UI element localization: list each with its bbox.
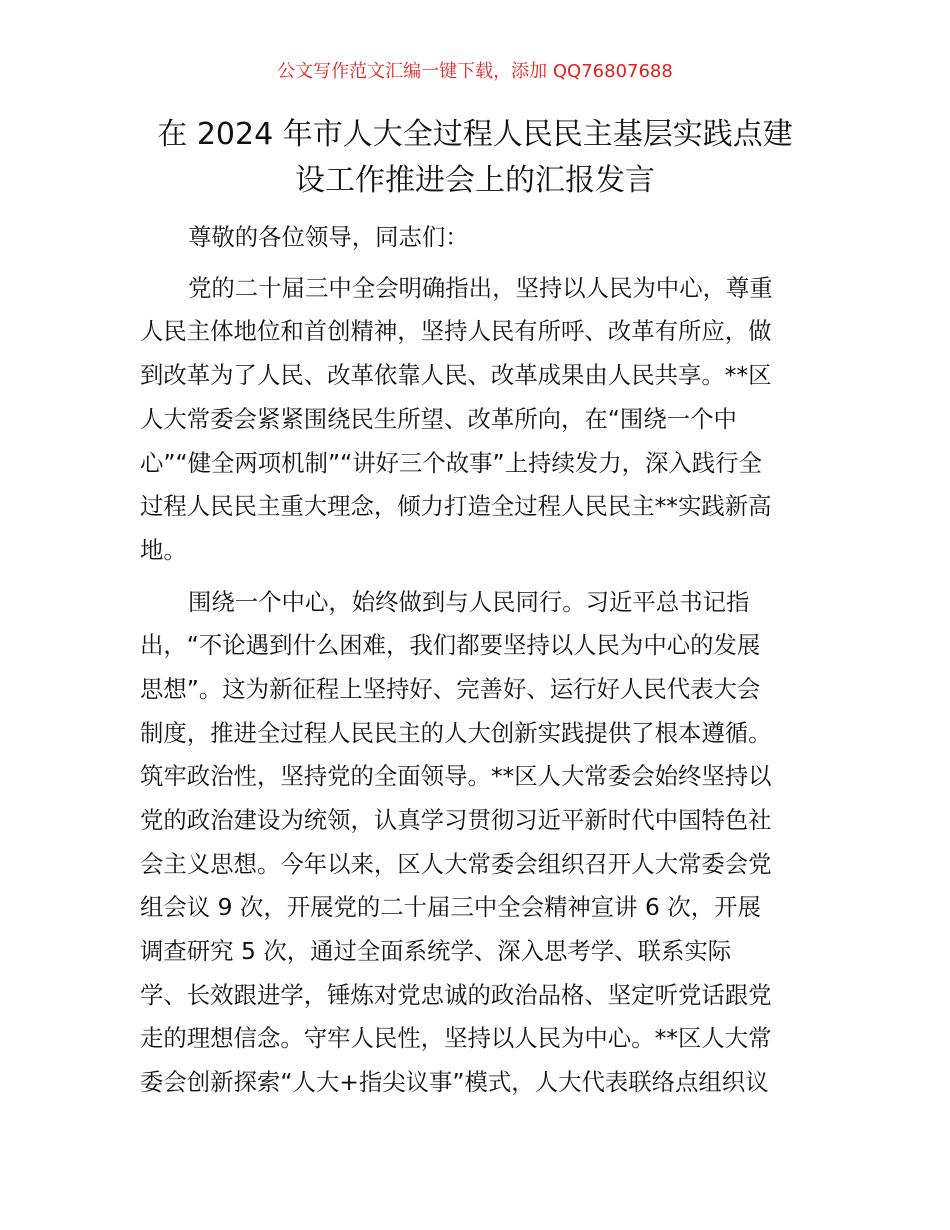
body-line: 调查研究 5 次，通过全面系统学、深入思考学、联系实际: [140, 937, 732, 965]
body-line: 党的二十届三中全会明确指出，坚持以人民为中心，尊重: [188, 274, 773, 302]
body-line: 筑牢政治性，坚持党的全面领导。**区人大常委会始终坚持以: [140, 762, 772, 790]
body-line: 委会创新探索“人大+指尖议事”模式，人大代表联络点组织议: [140, 1068, 769, 1096]
body-line: 走的理想信念。守牢人民性，坚持以人民为中心。**区人大常: [140, 1024, 772, 1052]
body-line: 到改革为了人民、改革依靠人民、改革成果由人民共享。**区: [140, 361, 772, 389]
body-line: 心”“健全两项机制”“讲好三个故事”上持续发力，深入践行全: [140, 449, 762, 477]
body-line: 人民主体地位和首创精神，坚持人民有所呼、改革有所应，做: [140, 317, 772, 345]
document-title: [0, 112, 950, 204]
body-line: 会主义思想。今年以来，区人大常委会组织召开人大常委会党: [140, 850, 772, 878]
title-line-1: 在 2024 年市人大全过程人民民主基层实践点建: [157, 117, 793, 152]
body-line: 出，“不论遇到什么困难，我们都要坚持以人民为中心的发展: [140, 631, 761, 659]
body-line: 学、长效跟进学，锤炼对党忠诚的政治品格、坚定听党话跟党: [140, 981, 772, 1009]
download-watermark: 公文写作范文汇编一键下载，添加 QQ76807688: [277, 61, 673, 82]
body-line: 制度，推进全过程人民民主的人大创新实践提供了根本遵循。: [140, 719, 772, 747]
body-line: 人大常委会紧紧围绕民生所望、改革所向，在“围绕一个中: [140, 405, 737, 433]
body-line: 尊敬的各位领导，同志们：: [188, 223, 469, 251]
body-line: 过程人民民主重大理念，倾力打造全过程人民民主**实践新高: [140, 492, 772, 520]
body-line: 党的政治建设为统领，认真学习贯彻习近平新时代中国特色社: [140, 806, 772, 834]
body-line: 围绕一个中心，始终做到与人民同行。习近平总书记指: [188, 588, 750, 616]
body-line: 地。: [140, 536, 187, 564]
body-line: 思想”。这为新征程上坚持好、完善好、运行好人民代表大会: [140, 675, 761, 703]
body-line: 组会议 9 次，开展党的二十届三中全会精神宣讲 6 次，开展: [140, 893, 761, 921]
title-line-2: 设工作推进会上的汇报发言: [295, 163, 655, 198]
